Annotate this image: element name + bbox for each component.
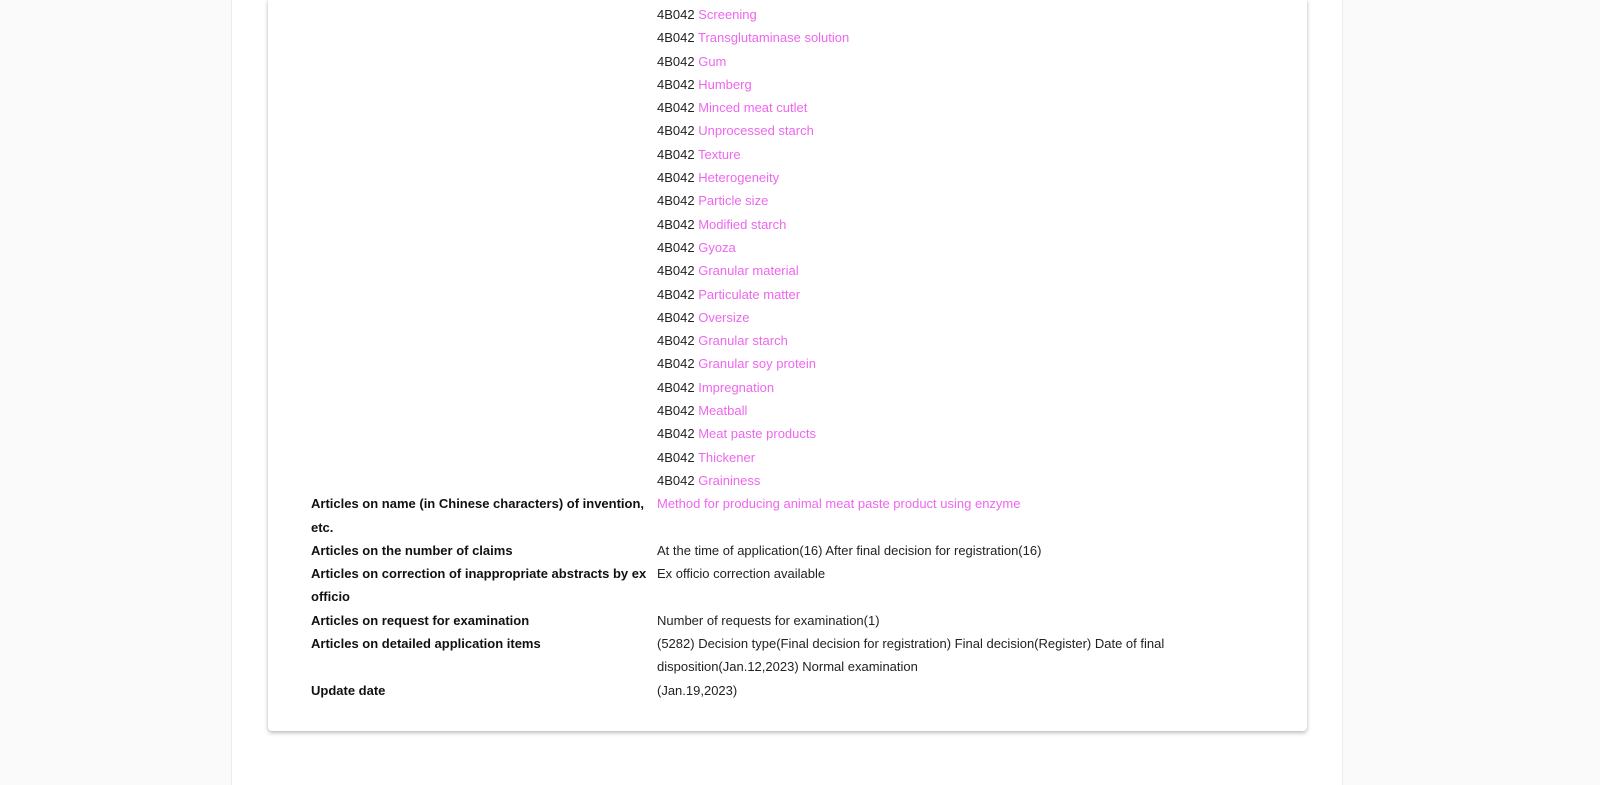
update-date-value: (Jan.19,2023) [657, 682, 738, 698]
theme-term-link[interactable]: Particle size [698, 193, 769, 209]
theme-term-link[interactable]: Heterogeneity [698, 170, 780, 186]
theme-term-link[interactable]: Granular soy protein [698, 356, 816, 372]
theme-code: 4B042 [657, 449, 695, 465]
theme-code: 4B042 [657, 333, 695, 349]
invention-name-row [311, 492, 1271, 539]
theme-term-item [657, 259, 1271, 282]
theme-term-item [657, 143, 1271, 166]
theme-code: 4B042 [657, 7, 695, 22]
theme-term-link[interactable]: Granular starch [698, 333, 788, 349]
theme-term-link[interactable]: Meatball [698, 403, 748, 419]
theme-term-item [657, 96, 1271, 119]
details-card [268, 0, 1307, 731]
theme-term-item [657, 399, 1271, 422]
exam-request-value: Number of requests for examination(1) [657, 612, 880, 628]
theme-term-label-cell [311, 3, 657, 492]
theme-term-item [657, 236, 1271, 259]
theme-term-link[interactable]: Impregnation [698, 379, 775, 395]
theme-term-item [657, 352, 1271, 375]
theme-term-link[interactable]: Screening [698, 7, 757, 22]
theme-term-item [657, 306, 1271, 329]
theme-term-link[interactable]: Gum [698, 53, 727, 69]
application-items-label: Articles on detailed application items [311, 636, 541, 652]
theme-code: 4B042 [657, 379, 695, 395]
theme-code: 4B042 [657, 426, 695, 442]
theme-term-link[interactable]: Minced meat cutlet [698, 100, 808, 116]
theme-code: 4B042 [657, 239, 695, 255]
theme-term-item [657, 446, 1271, 469]
theme-term-item [657, 50, 1271, 73]
page-container [231, 0, 1343, 785]
theme-term-item [657, 376, 1271, 399]
theme-term-link[interactable]: Thickener [697, 449, 756, 465]
theme-code: 4B042 [657, 146, 695, 162]
update-date-label: Update date [311, 682, 386, 698]
application-items-value: (5282) Decision type(Final decision for registration) Final decision(Register) Date of final disposition(Jan.12,2023) Normal examination [657, 636, 1165, 675]
theme-code: 4B042 [657, 53, 695, 69]
theme-code: 4B042 [657, 100, 695, 116]
theme-term-item [657, 469, 1271, 492]
theme-term-link[interactable]: Oversize [698, 309, 750, 325]
exam-request-row [311, 609, 1271, 632]
theme-code: 4B042 [657, 170, 695, 186]
theme-term-item [657, 119, 1271, 142]
abstract-correction-value: Ex officio correction available [657, 566, 826, 582]
invention-name-link[interactable]: Method for producing animal meat paste product using enzyme [657, 496, 1021, 512]
theme-term-item [657, 213, 1271, 236]
details-table [311, 3, 1271, 702]
theme-term-link[interactable]: Unprocessed starch [698, 123, 814, 139]
application-items-row [311, 632, 1271, 679]
theme-code: 4B042 [657, 263, 695, 279]
theme-code: 4B042 [657, 216, 695, 232]
theme-term-link[interactable]: Graininess [698, 472, 761, 488]
theme-term-item [657, 26, 1271, 49]
theme-code: 4B042 [657, 123, 695, 139]
claims-row [311, 539, 1271, 562]
claims-value: At the time of application(16) After final decision for registration(16) [657, 542, 1042, 558]
theme-term-link[interactable]: Modified starch [698, 216, 787, 232]
theme-term-item [657, 422, 1271, 445]
theme-code: 4B042 [657, 286, 695, 302]
theme-term-link[interactable]: Meat paste products [698, 426, 817, 442]
theme-term-list [657, 3, 1271, 492]
theme-code: 4B042 [657, 30, 695, 46]
theme-term-link[interactable]: Texture [697, 146, 741, 162]
theme-term-link[interactable]: Transglutaminase solution [697, 30, 850, 46]
invention-name-label: Articles on name (in Chinese characters) of invention, etc. [311, 496, 645, 535]
theme-term-item [657, 73, 1271, 96]
theme-code: 4B042 [657, 193, 695, 209]
theme-term-item [657, 283, 1271, 306]
exam-request-label: Articles on request for examination [311, 612, 530, 628]
theme-term-row [311, 3, 1271, 492]
theme-term-item [657, 329, 1271, 352]
theme-term-link[interactable]: Granular material [698, 263, 799, 279]
theme-term-link[interactable]: Particulate matter [698, 286, 801, 302]
theme-term-item [657, 3, 1271, 26]
abstract-correction-row [311, 562, 1271, 609]
theme-term-link[interactable]: Gyoza [698, 239, 736, 255]
theme-code: 4B042 [657, 356, 695, 372]
theme-code: 4B042 [657, 403, 695, 419]
abstract-correction-label: Articles on correction of inappropriate abstracts by ex officio [311, 566, 647, 605]
theme-term-link[interactable]: Humberg [698, 76, 752, 92]
theme-code: 4B042 [657, 309, 695, 325]
theme-term-item [657, 166, 1271, 189]
theme-code: 4B042 [657, 472, 695, 488]
update-date-row [311, 679, 1271, 702]
claims-label: Articles on the number of claims [311, 542, 513, 558]
theme-term-item [657, 189, 1271, 212]
theme-code: 4B042 [657, 76, 695, 92]
